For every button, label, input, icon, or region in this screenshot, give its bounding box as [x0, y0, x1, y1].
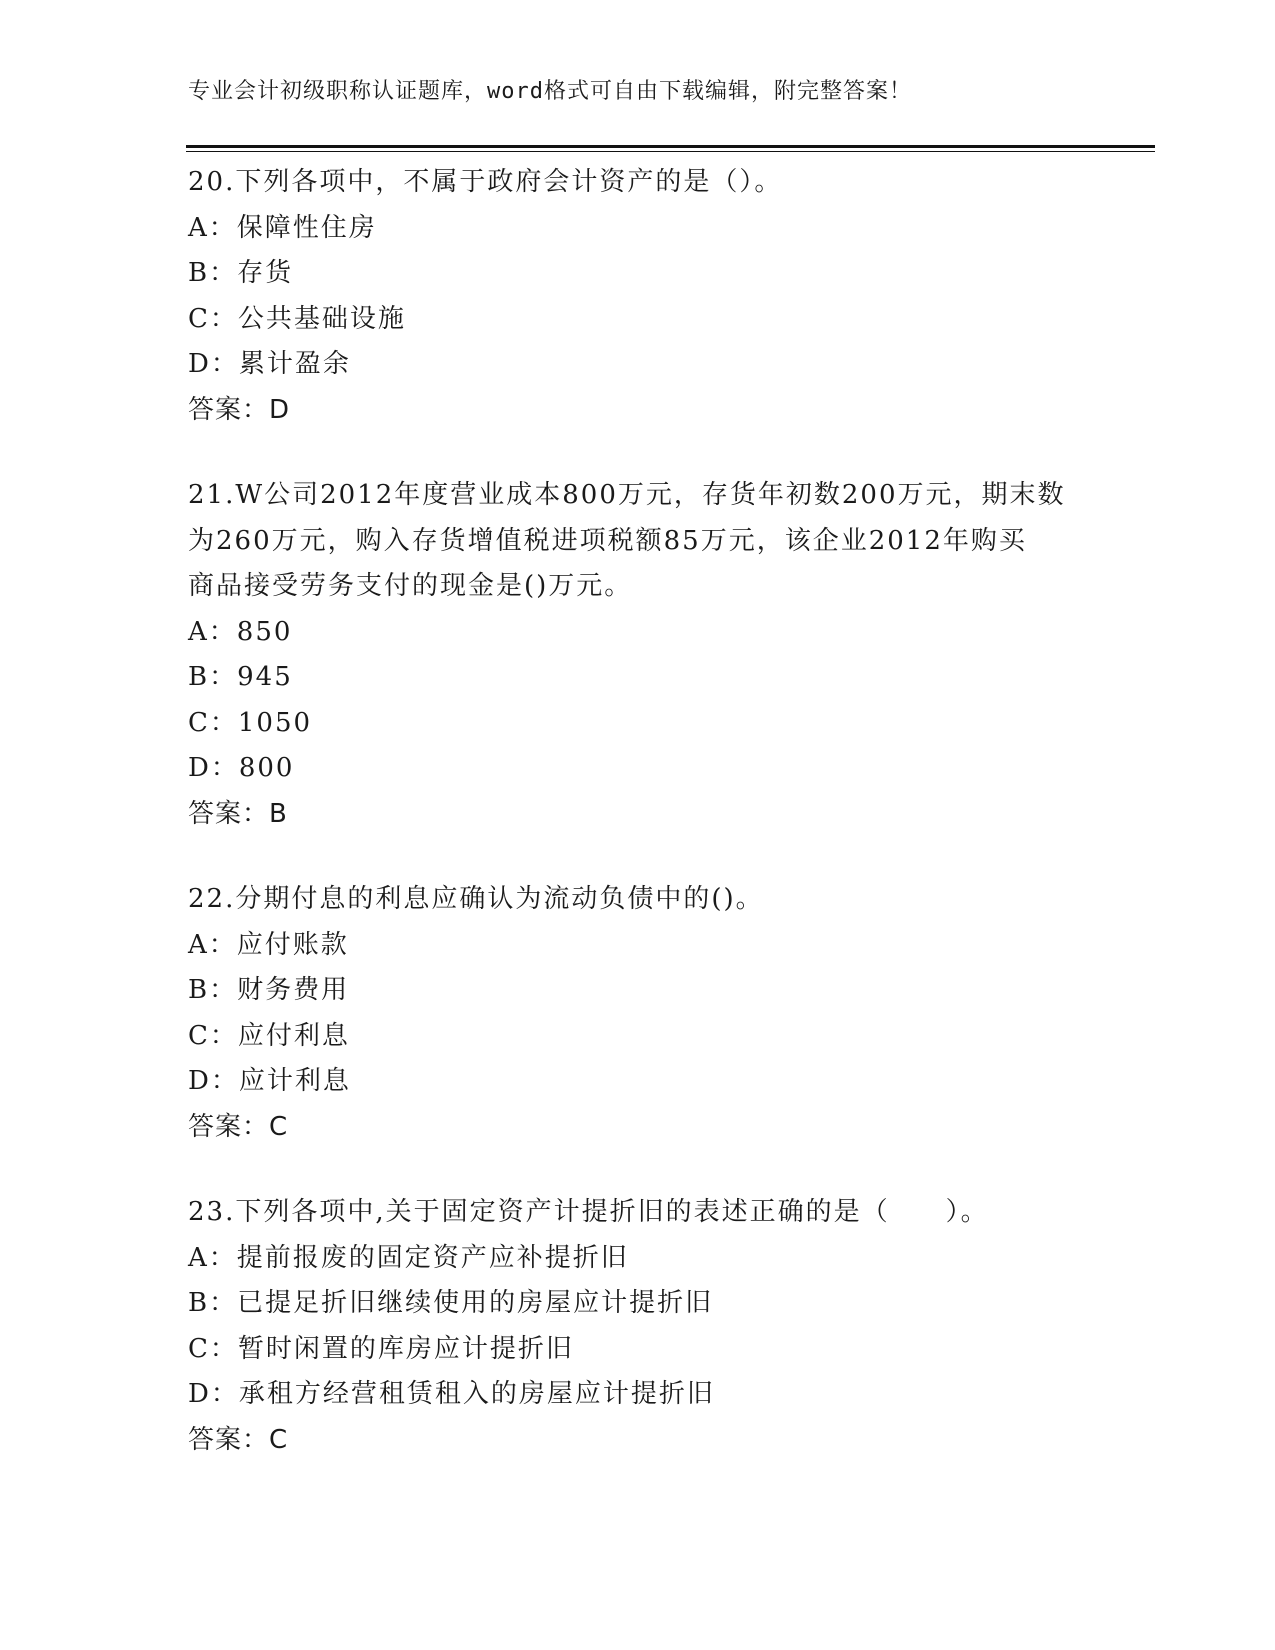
option-b: B：财务费用 — [188, 975, 350, 1005]
page-header: 专业会计初级职称认证题库，word格式可自由下载编辑，附完整答案！ — [188, 79, 912, 104]
answer: 答案：C — [188, 1424, 289, 1455]
answer: 答案：B — [188, 798, 288, 829]
option-b: B：945 — [188, 662, 293, 692]
question-stem: 22.分期付息的利息应确认为流动负债中的()。 — [188, 884, 764, 914]
option-d: D：应计利息 — [188, 1066, 351, 1096]
option-a: A：保障性住房 — [188, 212, 377, 243]
option-a: A：提前报废的固定资产应补提折旧 — [188, 1242, 629, 1273]
option-b: B：已提足折旧继续使用的房屋应计提折旧 — [188, 1288, 714, 1318]
header-rule-thick — [186, 145, 1155, 148]
question-stem: 为260万元，购入存货增值税进项税额85万元，该企业2012年购买 — [188, 525, 1027, 556]
header-rule-thin — [186, 151, 1155, 152]
question-20 — [188, 160, 1088, 433]
question-stem: 商品接受劳务支付的现金是()万元。 — [188, 571, 633, 601]
question-stem: 20.下列各项中，不属于政府会计资产的是（）。 — [188, 167, 783, 197]
option-c: C：暂时闲置的库房应计提折旧 — [188, 1333, 574, 1364]
option-c: C：公共基础设施 — [188, 303, 406, 334]
question-stem: 21.W公司2012年度营业成本800万元，存货年初数200万元，期末数 — [188, 480, 1066, 510]
option-d: D：800 — [188, 753, 295, 783]
option-c: C：应付利息 — [188, 1020, 350, 1051]
option-b: B：存货 — [188, 258, 294, 288]
question-23 — [188, 1190, 1088, 1463]
answer: 答案：D — [188, 394, 291, 425]
option-a: A：应付账款 — [188, 929, 349, 960]
option-d: D：累计盈余 — [188, 349, 351, 379]
question-list — [188, 160, 1088, 1503]
question-stem: 23.下列各项中,关于固定资产计提折旧的表述正确的是（ ）。 — [188, 1197, 989, 1227]
answer: 答案：C — [188, 1111, 289, 1142]
option-d: D：承租方经营租赁租入的房屋应计提折旧 — [188, 1379, 715, 1409]
option-a: A：850 — [188, 616, 293, 647]
option-c: C：1050 — [188, 707, 313, 738]
question-21 — [188, 473, 1088, 837]
question-22 — [188, 877, 1088, 1150]
